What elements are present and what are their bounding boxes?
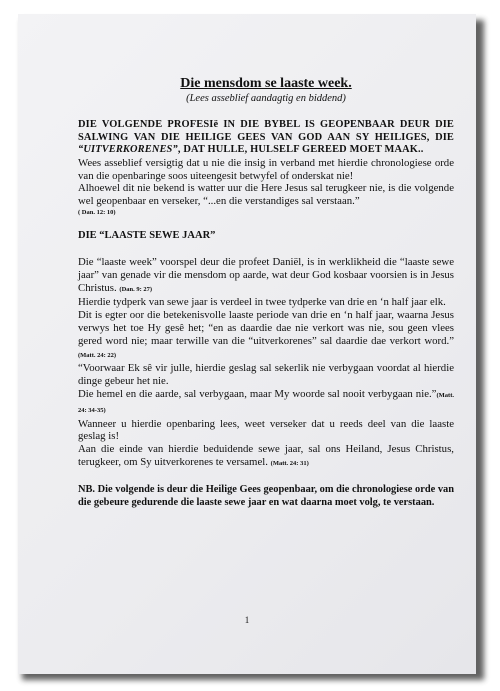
intro-bold-emphasis: “UITVERKORENES” (78, 144, 178, 156)
intro-bold-text-1: DIE VOLGENDE PROFESIë IN DIE BYBEL IS GEOPENBAAR DEUR DIE SALWING VAN DIE HEILIGE GEES VAN GOD AAN SY HEILIGES, DIE (78, 119, 454, 143)
intro-bold-paragraph (78, 119, 454, 157)
paragraph-1-reference: (Dan. 9: 27) (119, 285, 153, 293)
nb-paragraph: NB. Die volgende is deur die Heilige Gees geopenbaar, om die chronologiese orde van die gebeure gedurende die laaste sewe jaar en wat daarna moet volg, te verstaan. (78, 483, 454, 508)
paragraph-1-text: Die “laaste week” voorspel deur die profeet Daniël, is in werklikheid die “laaste sewe jaar” van genade vir die mensdom op aarde, wat deur God kosbaar voorsien is in Jesus Christus. (78, 255, 454, 294)
page-number: 1 (244, 615, 250, 625)
paragraph-2: Hierdie tydperk van sewe jaar is verdeel in twee tydperke van drie en ‘n half jaar elk. (78, 296, 446, 309)
paragraph-5 (78, 388, 454, 418)
document-subtitle: (Lees asseblief aandagtig en biddend) (186, 93, 346, 104)
paragraph-4: “Voorwaar Ek sê vir julle, hierdie geslag sal sekerlik nie verbygaan voordat al hierdie dinge gebeur het nie. (78, 362, 454, 388)
document-page (18, 14, 476, 674)
paragraph-3-reference: (Matt. 24: 22) (78, 351, 117, 359)
paragraph-1 (78, 256, 454, 296)
intro-paragraph-2: Alhoewel dit nie bekend is watter uur die Here Jesus sal terugkeer nie, is die volgende wel geopenbaar en verseker, “...en die verstandiges sal verstaan.” (78, 182, 454, 208)
paragraph-6: Wanneer u hierdie openbaring lees, weet verseker dat u reeds deel van die laaste geslag is! (78, 417, 454, 443)
intro-paragraph-1: Wees asseblief versigtig dat u nie die insig in verband met hierdie chronologiese orde van die openbaringe soos uiteengesit betwyfel of onderskat nie! (78, 156, 454, 182)
intro-bold-text-2: , DAT HULLE, HULSELF GEREED MOET MAAK.. (177, 144, 424, 156)
paragraph-5-text: Die hemel en die aarde, sal verbygaan, maar My woorde sal nooit verbygaan nie.” (78, 387, 437, 400)
paragraph-3 (78, 309, 454, 362)
paragraph-7-reference: (Matt. 24: 31) (270, 459, 309, 467)
section-heading: DIE “LAASTE SEWE JAAR” (78, 229, 216, 241)
paragraph-3-text: Dit is egter oor die betekenisvolle laaste periode van drie en ‘n half jaar, waarna Jesus verwys het toe Hy gesê het; “en as daardie dae nie verkort was nie, sou geen vlees gered word nie; maar terwille van die “uitverkorenes” sal daardie dae verkort word.” (78, 309, 454, 347)
document-title: Die mensdom se laaste week. (180, 76, 352, 91)
paragraph-7-text: Aan die einde van hierdie beduidende sewe jaar, sal ons Heiland, Jesus Christus, terugkeer, om Sy uitverkorenes te versamel. (78, 443, 454, 468)
paragraph-7 (78, 443, 454, 471)
paragraph-5-reference: (Matt. 24: 34-35) (78, 391, 454, 414)
intro-reference: ( Dan. 12: 10) (78, 208, 116, 216)
